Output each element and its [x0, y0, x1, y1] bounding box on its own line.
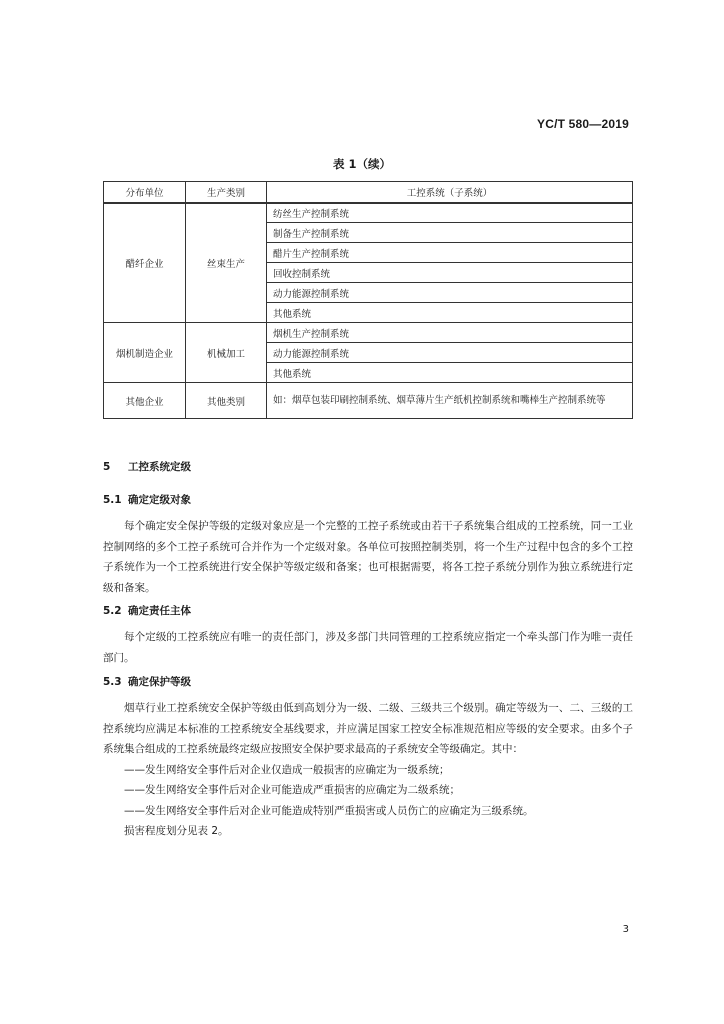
system-cell: 制备生产控制系统 — [267, 223, 633, 243]
paragraph: 每个定级的工控系统应有唯一的责任部门，涉及多部门共同管理的工控系统应指定一个牵头部门作为唯一责任部门。 — [103, 631, 633, 664]
paragraph: 烟草行业工控系统安全保护等级由低到高划分为一级、二级、三级共三个级别。确定等级为一、二、三级的工控系统均应满足本标准的工控系统安全基线要求，并应满足国家工控安全标准规范相应等级的安全要求。由多个子系统集合组成的工控系统最终定级应按照安全保护要求最高的子系统安全等级确定。其中： — [103, 702, 633, 755]
system-cell: 动力能源控制系统 — [267, 283, 633, 303]
standard-code: YC/T 580—2019 — [537, 117, 629, 131]
category-cell: 其他类别 — [186, 383, 267, 419]
section-5-1-body — [103, 516, 633, 598]
system-cell: 烟机生产控制系统 — [267, 323, 633, 343]
col-header-category: 生产类别 — [186, 182, 267, 203]
list-item: ——发生网络安全事件后对企业可能造成严重损害的应确定为二级系统； — [124, 784, 460, 796]
table-row — [104, 323, 633, 343]
list-item: ——发生网络安全事件后对企业可能造成特别严重损害或人员伤亡的应确定为三级系统。 — [124, 804, 534, 817]
section-number: 5.3 — [103, 676, 122, 688]
section-title: 确定责任主体 — [128, 605, 191, 617]
paragraph: 每个确定安全保护等级的定级对象应是一个完整的工控子系统或由若干子系统集合组成的工控系统，同一工业控制网络的多个工控子系统可合并作为一个定级对象。各单位可按照控制类别，将一个生产过程中包含的多个工控子系统作为一个工控系统进行安全保护等级定级和备案；也可根据需要，将各工控子系统分别作为独立系统进行定级和备案。 — [103, 520, 633, 594]
paragraph: 损害程度划分见表 2。 — [124, 825, 229, 837]
section-number: 5 — [103, 461, 111, 473]
col-header-system: 工控系统（子系统） — [267, 182, 633, 203]
system-cell: 如：烟草包装印刷控制系统、烟草薄片生产纸机控制系统和嘴棒生产控制系统等 — [267, 383, 633, 419]
system-cell: 其他系统 — [267, 363, 633, 383]
section-title: 确定保护等级 — [128, 676, 191, 688]
unit-cell: 醋纤企业 — [104, 203, 186, 323]
section-5-2-body — [103, 627, 633, 668]
system-cell: 动力能源控制系统 — [267, 343, 633, 363]
list-item: ——发生网络安全事件后对企业仅造成一般损害的应确定为一级系统； — [124, 763, 450, 776]
table-row — [104, 203, 633, 223]
section-title: 确定定级对象 — [128, 494, 191, 506]
col-header-unit: 分布单位 — [104, 182, 186, 203]
section-5-3-body — [103, 698, 633, 842]
system-cell: 醋片生产控制系统 — [267, 243, 633, 263]
unit-cell: 烟机制造企业 — [104, 323, 186, 383]
table-row — [104, 383, 633, 419]
category-cell: 丝束生产 — [186, 203, 267, 323]
control-systems-table — [103, 181, 633, 419]
table-header-row — [104, 182, 633, 203]
section-5-3-heading — [103, 674, 191, 689]
category-cell: 机械加工 — [186, 323, 267, 383]
section-title: 工控系统定级 — [128, 461, 191, 473]
section-5-heading — [103, 459, 191, 474]
section-number: 5.1 — [103, 494, 122, 506]
section-5-1-heading — [103, 492, 191, 507]
page-number: 3 — [622, 924, 629, 935]
system-cell: 纺丝生产控制系统 — [267, 203, 633, 223]
table-caption: 表 1（续） — [332, 157, 391, 171]
section-number: 5.2 — [103, 605, 122, 617]
section-5-2-heading — [103, 603, 191, 618]
unit-cell: 其他企业 — [104, 383, 186, 419]
system-cell: 回收控制系统 — [267, 263, 633, 283]
system-cell: 其他系统 — [267, 303, 633, 323]
